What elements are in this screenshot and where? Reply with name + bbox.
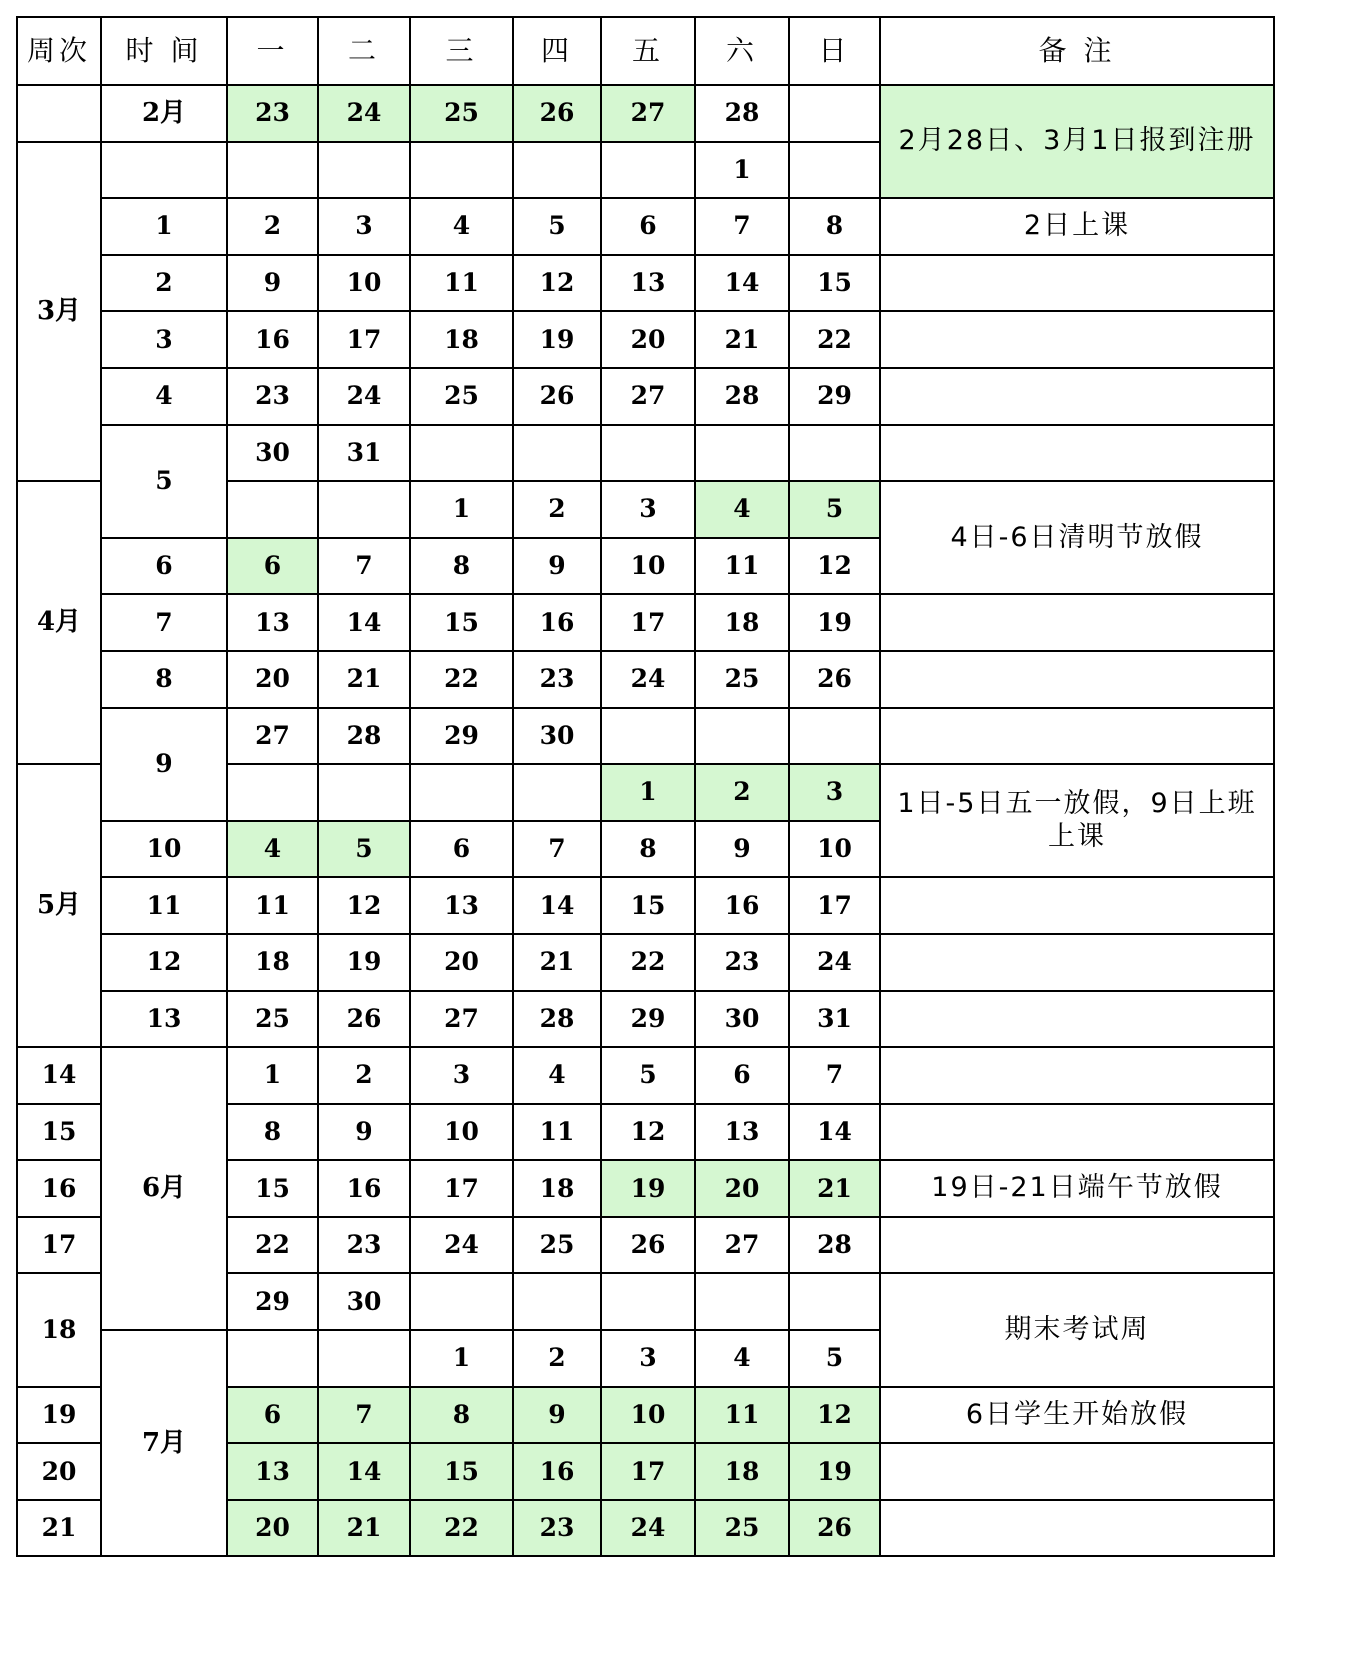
week-row	[17, 594, 1274, 651]
day-cell: 16	[695, 877, 789, 934]
note-cell	[880, 934, 1274, 991]
day-cell: 3	[410, 1047, 513, 1104]
week-number: 11	[101, 877, 227, 934]
day-cell: 29	[410, 708, 513, 765]
note-cell	[880, 1443, 1274, 1500]
week-row	[17, 311, 1274, 368]
week-number: 10	[101, 821, 227, 878]
note-cell	[880, 708, 1274, 765]
day-cell: 25	[410, 85, 513, 142]
day-cell: 26	[789, 651, 880, 708]
day-cell: 22	[410, 1500, 513, 1557]
day-cell: 4	[227, 821, 318, 878]
day-cell: 26	[789, 1500, 880, 1557]
note-cell	[880, 1047, 1274, 1104]
week-row	[17, 708, 1274, 765]
day-cell: 1	[410, 1330, 513, 1387]
day-cell: 16	[318, 1160, 410, 1217]
day-cell: 18	[513, 1160, 601, 1217]
day-cell: 28	[789, 1217, 880, 1274]
week-row	[17, 1047, 1274, 1104]
day-cell: 11	[695, 538, 789, 595]
day-cell: 14	[789, 1104, 880, 1161]
month-label: 7月	[101, 1330, 227, 1556]
note-cell	[880, 991, 1274, 1048]
day-cell	[695, 425, 789, 482]
day-cell: 23	[513, 1500, 601, 1557]
sat-header: 六	[695, 17, 789, 85]
day-cell: 5	[318, 821, 410, 878]
month-label: 2月	[101, 85, 227, 142]
day-cell: 28	[318, 708, 410, 765]
week-number: 6	[101, 538, 227, 595]
month-label: 6月	[101, 1047, 227, 1330]
day-cell	[601, 425, 695, 482]
week-row	[17, 877, 1274, 934]
week-number: 15	[17, 1104, 101, 1161]
day-cell: 20	[601, 311, 695, 368]
day-cell: 27	[410, 991, 513, 1048]
day-cell	[410, 1273, 513, 1330]
note-cell	[880, 425, 1274, 482]
day-cell: 9	[513, 1387, 601, 1444]
week-number: 20	[17, 1443, 101, 1500]
day-cell	[601, 708, 695, 765]
day-cell: 7	[789, 1047, 880, 1104]
day-cell	[227, 1330, 318, 1387]
day-cell: 11	[695, 1387, 789, 1444]
day-cell: 21	[513, 934, 601, 991]
week-number: 7	[101, 594, 227, 651]
day-cell: 18	[695, 1443, 789, 1500]
day-cell: 19	[601, 1160, 695, 1217]
day-cell: 26	[513, 85, 601, 142]
day-cell: 16	[513, 594, 601, 651]
month-label: 3月	[17, 142, 101, 482]
day-cell: 24	[601, 1500, 695, 1557]
day-cell: 13	[410, 877, 513, 934]
note-cell	[880, 651, 1274, 708]
wed-header: 三	[410, 17, 513, 85]
day-cell: 15	[410, 1443, 513, 1500]
day-cell: 23	[513, 651, 601, 708]
day-cell: 9	[513, 538, 601, 595]
week-number: 17	[17, 1217, 101, 1274]
day-cell: 20	[695, 1160, 789, 1217]
day-cell: 19	[318, 934, 410, 991]
week-row	[17, 368, 1274, 425]
day-cell	[227, 142, 318, 199]
day-cell	[789, 425, 880, 482]
day-cell: 24	[318, 368, 410, 425]
week-row	[17, 85, 1274, 142]
day-cell: 7	[318, 538, 410, 595]
day-cell: 14	[318, 1443, 410, 1500]
day-cell	[695, 708, 789, 765]
day-cell: 15	[601, 877, 695, 934]
note-cell	[880, 311, 1274, 368]
day-cell: 24	[318, 85, 410, 142]
day-cell: 17	[601, 594, 695, 651]
day-cell: 13	[227, 1443, 318, 1500]
day-cell: 27	[601, 368, 695, 425]
day-cell: 24	[601, 651, 695, 708]
month-label: 5月	[17, 764, 101, 1047]
school-calendar-table	[16, 16, 1275, 1557]
week-number: 2	[101, 255, 227, 312]
week-row	[17, 255, 1274, 312]
day-cell: 10	[601, 538, 695, 595]
day-cell: 23	[318, 1217, 410, 1274]
day-cell: 4	[695, 481, 789, 538]
day-cell	[410, 764, 513, 821]
week-row	[17, 991, 1274, 1048]
day-cell: 20	[227, 651, 318, 708]
day-cell: 3	[601, 1330, 695, 1387]
day-cell: 6	[410, 821, 513, 878]
day-cell: 3	[601, 481, 695, 538]
week-number: 12	[101, 934, 227, 991]
tue-header: 二	[318, 17, 410, 85]
day-cell: 27	[227, 708, 318, 765]
day-cell: 8	[410, 538, 513, 595]
day-cell: 31	[789, 991, 880, 1048]
day-cell: 19	[789, 1443, 880, 1500]
day-cell	[789, 85, 880, 142]
day-cell	[318, 142, 410, 199]
day-cell: 5	[789, 1330, 880, 1387]
day-cell: 17	[601, 1443, 695, 1500]
day-cell: 28	[695, 368, 789, 425]
day-cell: 12	[789, 1387, 880, 1444]
day-cell: 12	[601, 1104, 695, 1161]
day-cell: 3	[789, 764, 880, 821]
day-cell: 14	[695, 255, 789, 312]
day-cell	[410, 425, 513, 482]
note-cell: 1日-5日五一放假，9日上班上课	[880, 764, 1274, 877]
week-row	[17, 651, 1274, 708]
day-cell: 4	[513, 1047, 601, 1104]
day-cell: 29	[227, 1273, 318, 1330]
day-cell	[513, 142, 601, 199]
week-number	[17, 85, 101, 142]
note-cell	[880, 255, 1274, 312]
day-cell: 30	[695, 991, 789, 1048]
note-cell: 4日-6日清明节放假	[880, 481, 1274, 594]
day-cell: 5	[513, 198, 601, 255]
day-cell: 2	[513, 481, 601, 538]
day-cell: 23	[227, 368, 318, 425]
day-cell: 21	[789, 1160, 880, 1217]
day-cell: 13	[601, 255, 695, 312]
day-cell: 8	[601, 821, 695, 878]
day-cell: 5	[601, 1047, 695, 1104]
day-cell: 1	[695, 142, 789, 199]
day-cell: 15	[227, 1160, 318, 1217]
week-number: 5	[101, 425, 227, 538]
day-cell: 23	[695, 934, 789, 991]
day-cell: 12	[318, 877, 410, 934]
day-cell	[318, 764, 410, 821]
day-cell: 21	[318, 651, 410, 708]
day-cell	[227, 764, 318, 821]
day-cell	[513, 764, 601, 821]
week-number: 8	[101, 651, 227, 708]
day-cell: 17	[789, 877, 880, 934]
day-cell: 6	[601, 198, 695, 255]
day-cell	[695, 1273, 789, 1330]
day-cell: 10	[410, 1104, 513, 1161]
day-cell: 28	[695, 85, 789, 142]
day-cell: 21	[318, 1500, 410, 1557]
day-cell: 29	[601, 991, 695, 1048]
notes-header: 备 注	[880, 17, 1274, 85]
note-cell	[880, 368, 1274, 425]
week-number: 14	[17, 1047, 101, 1104]
day-cell: 12	[789, 538, 880, 595]
day-cell	[601, 142, 695, 199]
day-cell: 31	[318, 425, 410, 482]
day-cell: 29	[789, 368, 880, 425]
day-cell	[601, 1273, 695, 1330]
date-col-header: 时 间	[101, 17, 227, 85]
day-cell: 22	[601, 934, 695, 991]
day-cell: 26	[318, 991, 410, 1048]
month-label: 4月	[17, 481, 101, 764]
day-cell: 7	[513, 821, 601, 878]
day-cell: 15	[410, 594, 513, 651]
day-cell: 7	[695, 198, 789, 255]
day-cell: 18	[227, 934, 318, 991]
day-cell: 30	[318, 1273, 410, 1330]
day-cell: 16	[513, 1443, 601, 1500]
day-cell: 24	[410, 1217, 513, 1274]
day-cell: 9	[318, 1104, 410, 1161]
week-col-header: 周次	[17, 17, 101, 85]
day-cell	[513, 425, 601, 482]
day-cell: 11	[227, 877, 318, 934]
week-number: 4	[101, 368, 227, 425]
day-cell	[101, 142, 227, 199]
day-cell: 2	[513, 1330, 601, 1387]
week-number: 13	[101, 991, 227, 1048]
week-number: 18	[17, 1273, 101, 1386]
day-cell: 2	[318, 1047, 410, 1104]
day-cell: 18	[695, 594, 789, 651]
day-cell	[789, 1273, 880, 1330]
day-cell: 1	[410, 481, 513, 538]
day-cell: 6	[227, 538, 318, 595]
day-cell: 21	[695, 311, 789, 368]
day-cell: 28	[513, 991, 601, 1048]
day-cell: 10	[318, 255, 410, 312]
note-cell	[880, 1217, 1274, 1274]
day-cell: 4	[695, 1330, 789, 1387]
day-cell: 8	[789, 198, 880, 255]
day-cell: 11	[410, 255, 513, 312]
note-cell: 2日上课	[880, 198, 1274, 255]
day-cell: 26	[513, 368, 601, 425]
week-number: 21	[17, 1500, 101, 1557]
mon-header: 一	[227, 17, 318, 85]
day-cell: 27	[695, 1217, 789, 1274]
day-cell: 9	[695, 821, 789, 878]
note-cell: 2月28日、3月1日报到注册	[880, 85, 1274, 198]
day-cell: 17	[318, 311, 410, 368]
day-cell: 2	[227, 198, 318, 255]
day-cell: 2	[695, 764, 789, 821]
note-cell	[880, 877, 1274, 934]
day-cell: 1	[227, 1047, 318, 1104]
week-number: 3	[101, 311, 227, 368]
day-cell: 14	[513, 877, 601, 934]
week-row	[17, 425, 1274, 482]
note-cell	[880, 1500, 1274, 1557]
fri-header: 五	[601, 17, 695, 85]
day-cell: 19	[513, 311, 601, 368]
day-cell: 10	[601, 1387, 695, 1444]
day-cell: 25	[410, 368, 513, 425]
day-cell: 14	[318, 594, 410, 651]
note-cell	[880, 1104, 1274, 1161]
day-cell: 23	[227, 85, 318, 142]
day-cell: 22	[227, 1217, 318, 1274]
day-cell: 20	[227, 1500, 318, 1557]
day-cell: 15	[789, 255, 880, 312]
day-cell: 6	[227, 1387, 318, 1444]
day-cell: 1	[601, 764, 695, 821]
day-cell: 16	[227, 311, 318, 368]
day-cell: 25	[695, 651, 789, 708]
day-cell	[318, 481, 410, 538]
day-cell: 25	[513, 1217, 601, 1274]
day-cell: 7	[318, 1387, 410, 1444]
day-cell: 13	[695, 1104, 789, 1161]
day-cell: 6	[695, 1047, 789, 1104]
note-cell: 19日-21日端午节放假	[880, 1160, 1274, 1217]
day-cell: 4	[410, 198, 513, 255]
week-number: 16	[17, 1160, 101, 1217]
day-cell: 17	[410, 1160, 513, 1217]
day-cell: 20	[410, 934, 513, 991]
week-number: 19	[17, 1387, 101, 1444]
thu-header: 四	[513, 17, 601, 85]
day-cell: 8	[410, 1387, 513, 1444]
day-cell: 30	[227, 425, 318, 482]
day-cell: 10	[789, 821, 880, 878]
day-cell: 18	[410, 311, 513, 368]
day-cell: 22	[410, 651, 513, 708]
week-number: 9	[101, 708, 227, 821]
day-cell: 11	[513, 1104, 601, 1161]
day-cell: 3	[318, 198, 410, 255]
day-cell: 25	[227, 991, 318, 1048]
week-row	[17, 198, 1274, 255]
day-cell: 26	[601, 1217, 695, 1274]
day-cell: 8	[227, 1104, 318, 1161]
day-cell	[410, 142, 513, 199]
day-cell: 5	[789, 481, 880, 538]
day-cell	[513, 1273, 601, 1330]
day-cell	[318, 1330, 410, 1387]
note-cell: 6日学生开始放假	[880, 1387, 1274, 1444]
day-cell: 30	[513, 708, 601, 765]
note-cell: 期末考试周	[880, 1273, 1274, 1386]
header-row	[17, 17, 1274, 85]
day-cell	[789, 708, 880, 765]
day-cell: 9	[227, 255, 318, 312]
day-cell: 25	[695, 1500, 789, 1557]
week-row	[17, 934, 1274, 991]
day-cell: 13	[227, 594, 318, 651]
note-cell	[880, 594, 1274, 651]
day-cell: 27	[601, 85, 695, 142]
day-cell	[227, 481, 318, 538]
day-cell: 19	[789, 594, 880, 651]
day-cell: 24	[789, 934, 880, 991]
day-cell: 12	[513, 255, 601, 312]
sun-header: 日	[789, 17, 880, 85]
day-cell: 22	[789, 311, 880, 368]
week-number: 1	[101, 198, 227, 255]
